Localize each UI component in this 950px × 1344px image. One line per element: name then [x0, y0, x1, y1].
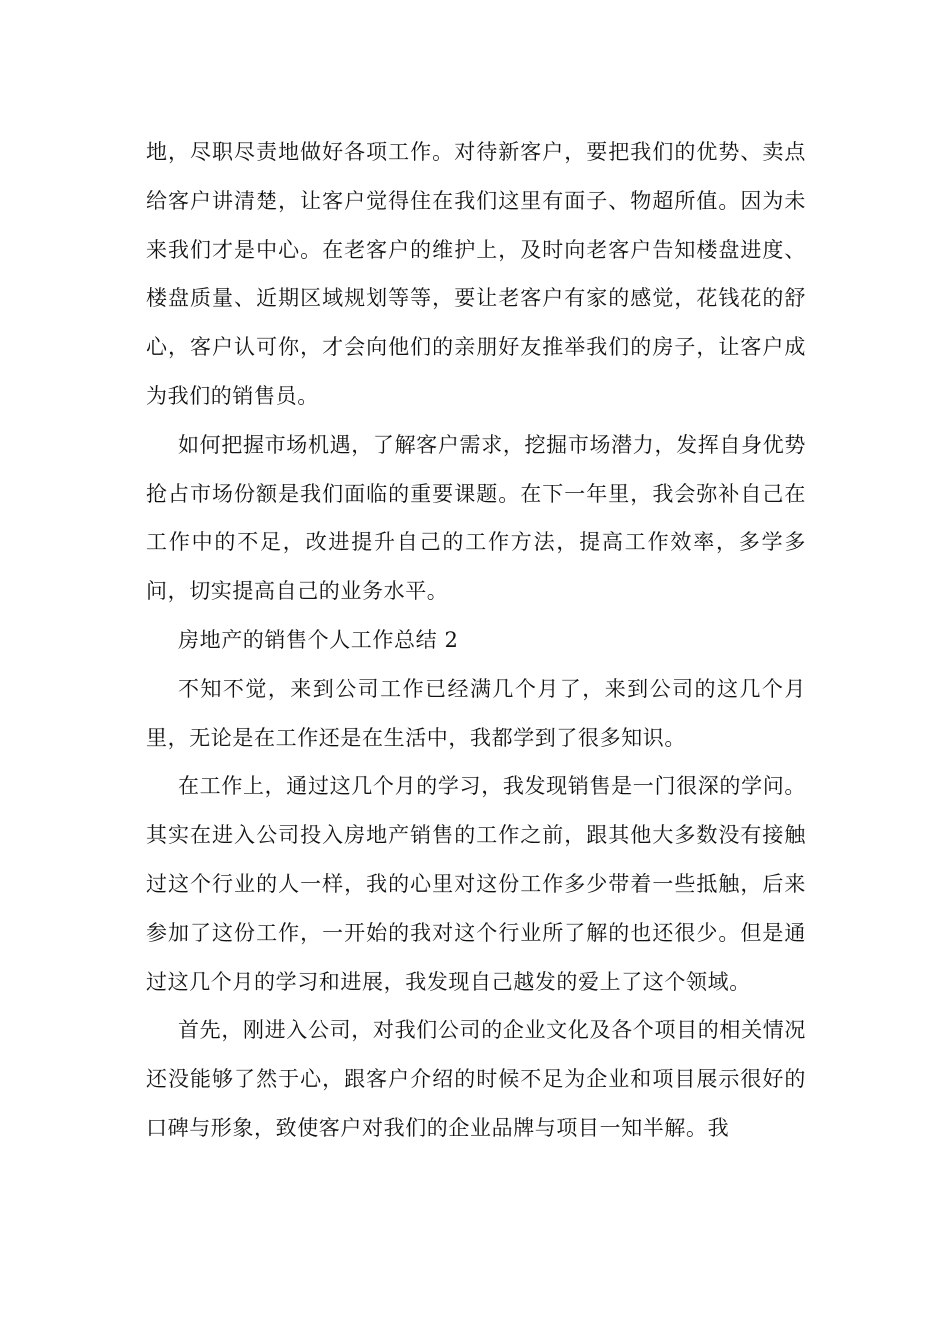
paragraph-1: 地，尽职尽责地做好各项工作。对待新客户，要把我们的优势、卖点给客户讲清楚，让客户觉得住在我们这里有面子、物超所值。因为未来我们才是中心。在老客户的维护上，及时向老客户告知楼盘进度、楼盘质量、近期区域规划等等，要让老客户有家的感觉，花钱花的舒心，客户认可你，才会向他们的亲朋好友推举我们的房子，让客户成为我们的销售员。 — [146, 140, 806, 408]
section-heading: 房地产的销售个人工作总结 2 — [178, 627, 459, 652]
paragraph-2: 如何把握市场机遇，了解客户需求，挖掘市场潜力，发挥自身优势抢占市场份额是我们面临的重要课题。在下一年里，我会弥补自己在工作中的不足，改进提升自己的工作方法，提高工作效率，多学多问，切实提高自己的业务水平。 — [146, 432, 806, 604]
paragraph-5: 首先，刚进入公司，对我们公司的企业文化及各个项目的相关情况还没能够了然于心，跟客户介绍的时候不足为企业和项目展示很好的口碑与形象，致使客户对我们的企业品牌与项目一知半解。我 — [146, 1018, 806, 1140]
document-body — [146, 128, 806, 1153]
paragraph-4: 在工作上，通过这几个月的学习，我发现销售是一门很深的学问。其实在进入公司投入房地产销售的工作之前，跟其他大多数没有接触过这个行业的人一样，我的心里对这份工作多少带着一些抵触，后来参加了这份工作，一开始的我对这个行业所了解的也还很少。但是通过这几个月的学习和进展，我发现自己越发的爱上了这个领域。 — [146, 774, 806, 994]
paragraph-3: 不知不觉，来到公司工作已经满几个月了，来到公司的这几个月里，无论是在工作还是在生活中，我都学到了很多知识。 — [146, 676, 806, 750]
